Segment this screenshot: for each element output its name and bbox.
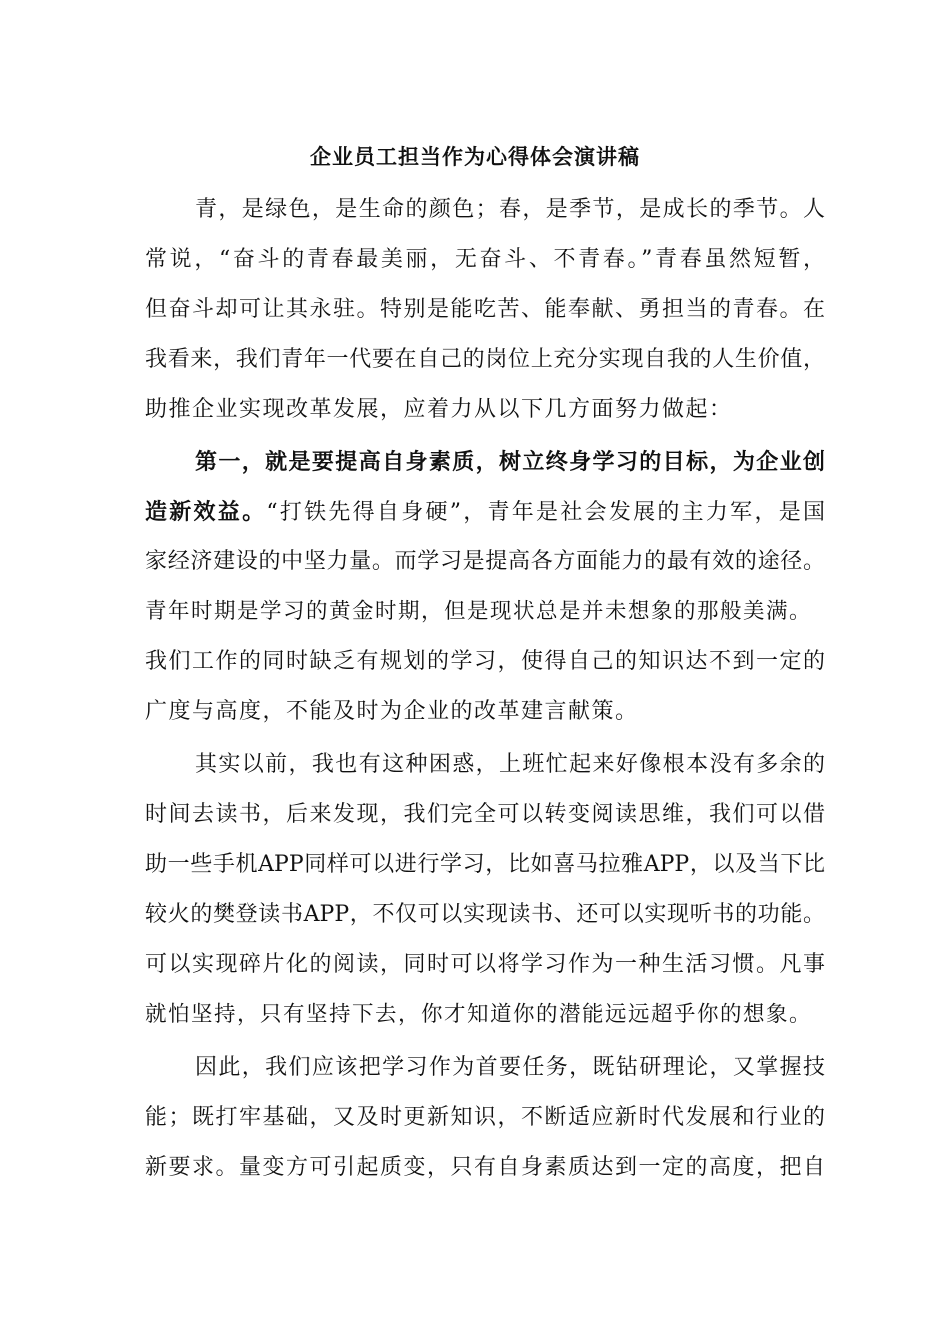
paragraph-3-line-4: 较火的樊登读书APP，不仅可以实现读书、还可以实现听书的功能。 <box>145 902 825 927</box>
paragraph-1-line-2: 常说，“奋斗的青春最美丽，无奋斗、不青春。”青春虽然短暂， <box>145 247 825 272</box>
paragraph-2-line-1-bold: 第一，就是要提高自身素质，树立终身学习的目标，为企业创 <box>195 449 825 475</box>
paragraph-1-line-5: 助推企业实现改革发展，应着力从以下几方面努力做起： <box>145 397 733 422</box>
document-title: 企业员工担当作为心得体会演讲稿 <box>310 144 640 169</box>
paragraph-3-line-2: 时间去读书，后来发现，我们完全可以转变阅读思维，我们可以借 <box>145 802 825 827</box>
paragraph-4-line-1: 因此，我们应该把学习作为首要任务，既钻研理论，又掌握技 <box>195 1055 825 1080</box>
paragraph-1-line-1: 青，是绿色，是生命的颜色；春，是季节，是成长的季节。人 <box>195 197 825 222</box>
paragraph-3-line-5: 可以实现碎片化的阅读，同时可以将学习作为一种生活习惯。凡事 <box>145 952 825 977</box>
paragraph-3-line-1: 其实以前，我也有这种困惑，上班忙起来好像根本没有多余的 <box>195 752 825 777</box>
paragraph-4-line-3: 新要求。量变方可引起质变，只有自身素质达到一定的高度，把自 <box>145 1155 825 1180</box>
paragraph-2-line-4: 青年时期是学习的黄金时期，但是现状总是并未想象的那般美满。 <box>145 599 813 624</box>
paragraph-3-line-6: 就怕坚持，只有坚持下去，你才知道你的潜能远远超乎你的想象。 <box>145 1002 813 1027</box>
paragraph-4-line-2: 能；既打牢基础，又及时更新知识，不断适应新时代发展和行业的 <box>145 1105 825 1130</box>
paragraph-2-line-2 <box>145 497 825 528</box>
paragraph-2-line-2-bold: 造新效益。 <box>145 499 267 525</box>
paragraph-3-line-3: 助一些手机APP同样可以进行学习，比如喜马拉雅APP，以及当下比 <box>145 852 825 877</box>
paragraph-1-line-4: 我看来，我们青年一代要在自己的岗位上充分实现自我的人生价值， <box>145 347 825 372</box>
paragraph-2-line-3: 家经济建设的中坚力量。而学习是提高各方面能力的最有效的途径。 <box>145 549 825 574</box>
paragraph-1-line-3: 但奋斗却可让其永驻。特别是能吃苦、能奉献、勇担当的青春。在 <box>145 297 825 322</box>
paragraph-2-line-2-rest: “打铁先得自身硬”，青年是社会发展的主力军，是国 <box>266 500 825 525</box>
paragraph-2-line-5: 我们工作的同时缺乏有规划的学习，使得自己的知识达不到一定的 <box>145 649 825 674</box>
paragraph-2-line-6: 广度与高度，不能及时为企业的改革建言献策。 <box>145 699 639 724</box>
